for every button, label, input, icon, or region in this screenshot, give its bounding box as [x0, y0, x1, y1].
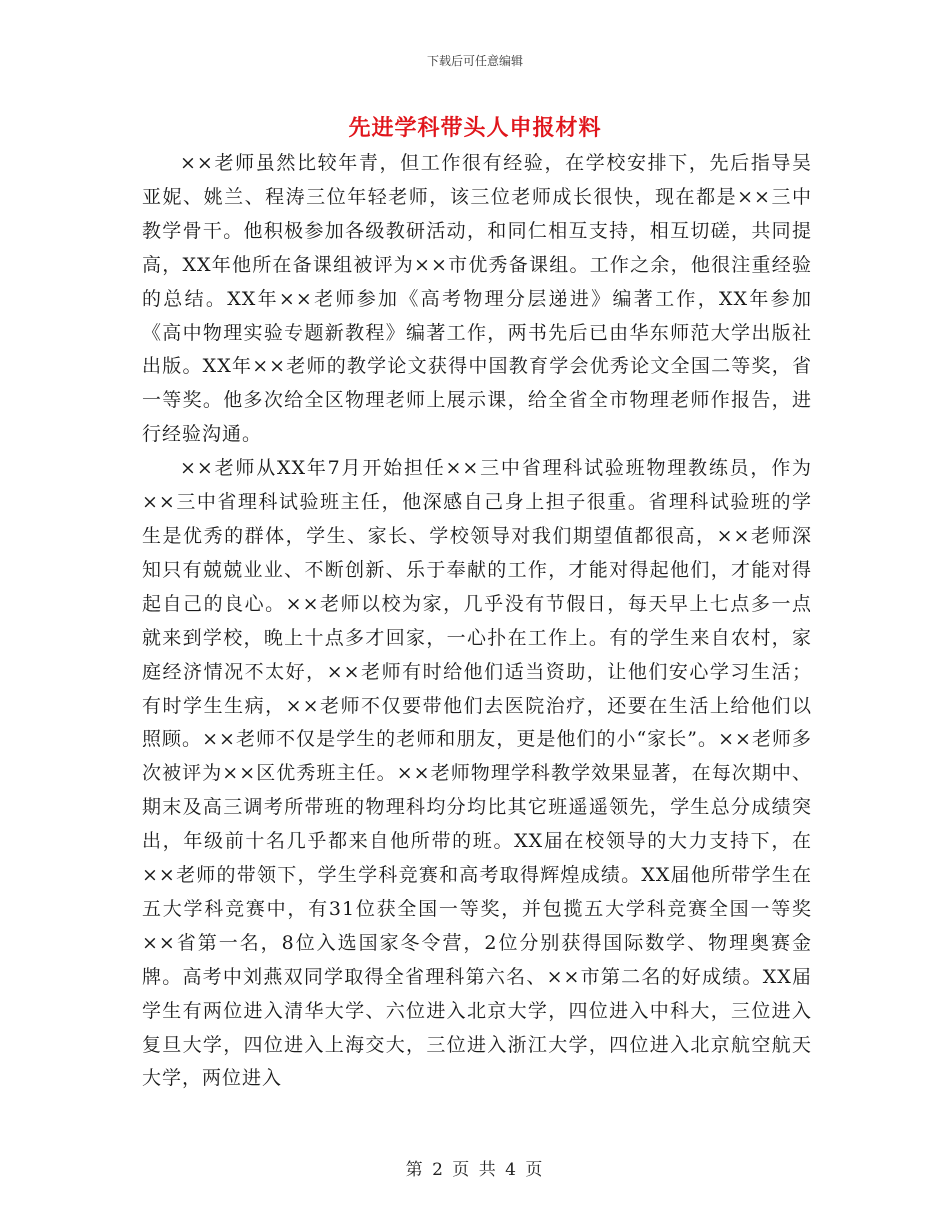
document-title: 先进学科带头人申报材料: [348, 115, 602, 141]
page-header-note: 下载后可任意编辑: [426, 54, 523, 68]
body-paragraph: ××老师虽然比较年青，但工作很有经验，在学校安排下，先后指导吴亚妮、姚兰、程涛三位年轻老师，该三位老师成长很快，现在都是××三中教学骨干。他积极参加各级教研活动，和同仁相互支持，相互切磋，共同提高，XX年他所在备课组被评为××市优秀备课组。工作之余，他很注重经验的总结。XX年××老师参加《高考物理分层递进》编著工作，XX年参加《高中物理实验专题新教程》编著工作，两书先后已由华东师范大学出版社出版。XX年××老师的教学论文获得中国教育学会优秀论文全国二等奖，省一等奖。他多次给全区物理老师上展示课，给全省全市物理老师作报告，进行经验沟通。: [142, 152, 812, 446]
document-body: [142, 147, 812, 1096]
page-number: 第 2 页 共 4 页: [405, 1160, 545, 1180]
body-paragraph: ××老师从XX年7月开始担任××三中省理科试验班物理教练员，作为××三中省理科试验班主任，他深感自己身上担子很重。省理科试验班的学生是优秀的群体，学生、家长、学校领导对我们期望值都很高，××老师深知只有兢兢业业、不断创新、乐于奉献的工作，才能对得起他们，才能对得起自己的良心。××老师以校为家，几乎没有节假日，每天早上七点多一点就来到学校，晚上十点多才回家，一心扑在工作上。有的学生来自农村，家庭经济情况不太好，××老师有时给他们适当资助，让他们安心学习生活；有时学生生病，××老师不仅要带他们去医院治疗，还要在生活上给他们以照顾。××老师不仅是学生的老师和朋友，更是他们的小“家长”。××老师多次被评为××区优秀班主任。××老师物理学科教学效果显著，在每次期中、期末及高三调考所带班的物理科均分均比其它班遥遥领先，学生总分成绩突出，年级前十名几乎都来自他所带的班。XX届在校领导的大力支持下，在××老师的带领下，学生学科竞赛和高考取得辉煌成绩。XX届他所带学生在五大学科竞赛中，有31位获全国一等奖，并包揽五大学科竞赛全国一等奖××省第一名，8位入选国家冬令营，2位分别获得国际数学、物理奥赛金牌。高考中刘燕双同学取得全省理科第六名、××市第二名的好成绩。XX届学生有两位进入清华大学、六位进入北京大学，四位进入中科大，三位进入复旦大学，四位进入上海交大，三位进入浙江大学，四位进入北京航空航天大学，两位进入: [142, 457, 812, 1090]
